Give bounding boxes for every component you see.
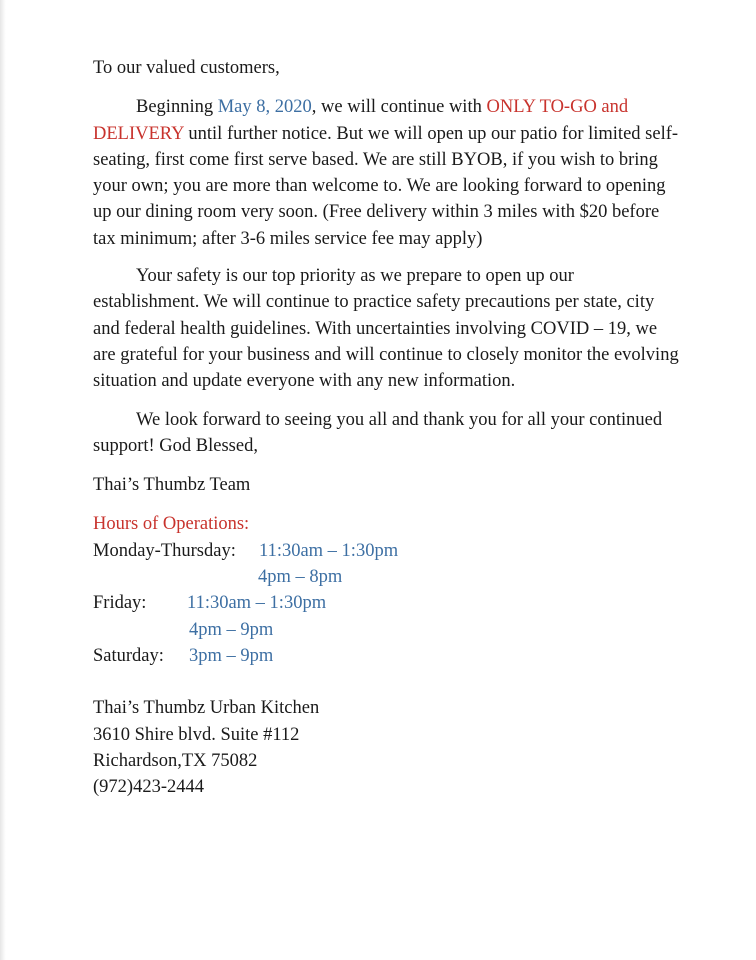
city-state-zip: Richardson,TX 75082 xyxy=(93,750,258,771)
phone-number: (972)423-2444 xyxy=(93,777,204,798)
hours-row xyxy=(93,564,683,590)
business-name: Thai’s Thumbz Urban Kitchen xyxy=(93,698,320,719)
paragraph-thanks: We look forward to seeing you all and thank you for all your continued support! God Blessed, xyxy=(93,409,663,456)
page-edge-shadow xyxy=(0,0,6,960)
hours-day: Monday-Thursday: xyxy=(93,540,236,561)
contact-block xyxy=(93,695,683,800)
hours-row xyxy=(93,590,683,616)
greeting: To our valued customers, xyxy=(93,58,280,78)
hours-heading: Hours of Operations: xyxy=(93,514,250,535)
service-mode-highlight: ONLY TO-GO and DELIVERY xyxy=(93,97,629,144)
letter-content xyxy=(93,55,683,800)
hours-row xyxy=(93,538,683,564)
hours-time: 11:30am – 1:30pm xyxy=(259,540,399,561)
hours-time: 3pm – 9pm xyxy=(189,645,274,666)
reopen-date: May 8, 2020 xyxy=(217,97,312,118)
para1-rest: until further notice. But we will open up our patio for limited self- seating, first come first serve based. We are still BYOB, if you wish to bring your own; you are more than welcome to. We are looking forward to opening up our dining room very soon. (Free delivery within 3 miles with $20 before tax minimum; after 3-6 miles service fee may apply) xyxy=(93,123,679,249)
hours-row xyxy=(93,643,683,669)
hours-row xyxy=(93,617,683,643)
paragraph-reopening xyxy=(93,94,683,252)
para1-lead: Beginning xyxy=(136,97,218,118)
street-address: 3610 Shire blvd. Suite #112 xyxy=(93,724,300,745)
hours-table xyxy=(93,538,683,669)
signature: Thai’s Thumbz Team xyxy=(93,475,251,496)
hours-time: 4pm – 9pm xyxy=(189,619,274,640)
paragraph-safety: Your safety is our top priority as we prepare to open up our establishment. We will continue to practice safety precautions per state, city and federal health guidelines. With uncertainties involving COVID – 19, we are grateful for your business and will continue to closely monitor the evolving situation and update everyone with any new information. xyxy=(93,266,679,392)
para1-mid: , we will continue with xyxy=(311,97,487,118)
hours-time: 4pm – 8pm xyxy=(258,567,343,588)
hours-day: Friday: xyxy=(93,593,147,614)
hours-day: Saturday: xyxy=(93,645,164,666)
hours-time: 11:30am – 1:30pm xyxy=(187,593,327,614)
